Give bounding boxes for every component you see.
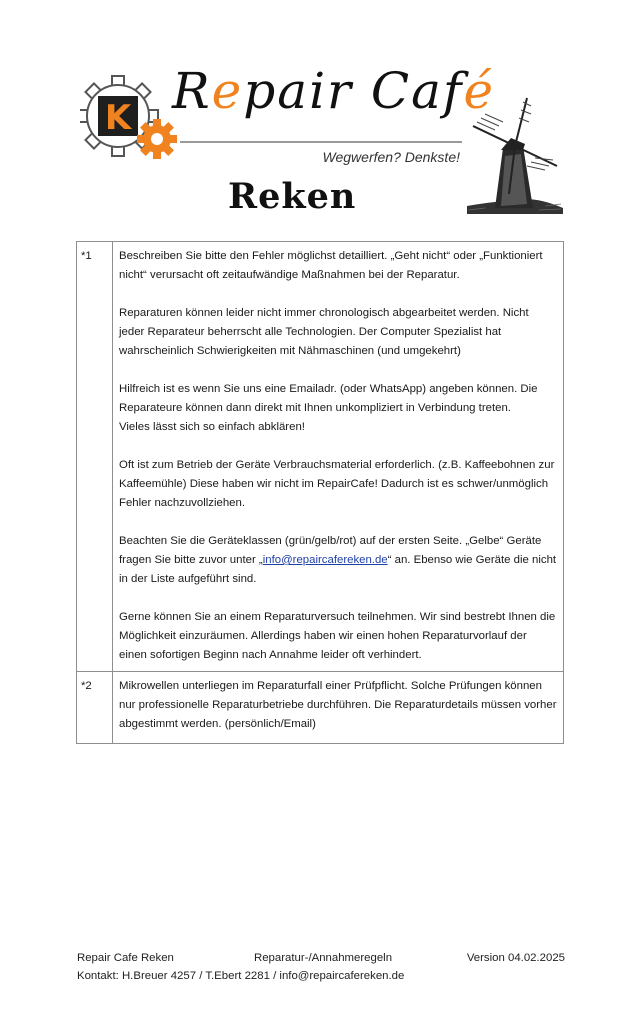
note-marker: *1 bbox=[77, 242, 113, 672]
table-row bbox=[77, 242, 564, 672]
footer-doc-title: Reparatur-/Annahmeregeln bbox=[254, 952, 393, 964]
note-paragraph: Oft ist zum Betrieb der Geräte Verbrauchsmaterial erforderlich. (z.B. Kaffeebohnen zur Kaffeemühle) Diese haben wir nicht im RepairCafe! Dadurch ist es schwer/unmöglich Fehler nachzuvollziehen. bbox=[119, 459, 555, 509]
header-divider bbox=[180, 141, 462, 143]
note-paragraph: Gerne können Sie an einem Reparaturversuch teilnehmen. Wir sind bestrebt Ihnen die Möglichkeit einzuräumen. Allerdings haben wir einen hohen Reparaturvorlauf der einen sofortigen Beginn nach Annahme leider oft verhindert. bbox=[119, 611, 556, 661]
note-paragraph bbox=[119, 532, 557, 589]
note-sentence: Hilfreich ist es wenn Sie uns eine Emailadr. (oder WhatsApp) angeben können. Die Reparateure können dann direkt mit Ihnen unkompliziert in Verbindung treten. bbox=[119, 383, 538, 414]
footer-contact: Kontakt: H.Breuer 4257 / T.Ebert 2281 / info@repaircafereken.de bbox=[77, 970, 405, 982]
notes-table bbox=[76, 241, 564, 744]
note-paragraph: Mikrowellen unterliegen im Reparaturfall einer Prüfpflicht. Solche Prüfungen können nur professionelle Reparaturbetriebe durchführen. Die Reparaturdetails müssen vorher abgestimmt werden. (persönlich/Email) bbox=[119, 680, 557, 730]
footer-org: Repair Cafe Reken bbox=[77, 952, 174, 964]
note-text: “ an. Ebenso wie Geräte die nicht in der Liste aufgeführt sind. bbox=[119, 554, 557, 585]
repair-cafe-gear-logo bbox=[80, 73, 182, 165]
note-paragraph: Reparaturen können leider nicht immer chronologisch abgearbeitet werden. Nicht jeder Reparateur beherrscht alle Technologien. Der Computer Spezialist hat wahrscheinlich Schwierigkeiten mit Nähmaschinen (und umgekehrt) bbox=[119, 307, 529, 357]
title-part-2: pair Caf bbox=[243, 62, 464, 120]
note-content bbox=[113, 242, 564, 672]
footer-version: Version 04.02.2025 bbox=[466, 952, 565, 964]
title-part-1: R bbox=[172, 62, 212, 120]
note-content bbox=[113, 672, 564, 744]
email-link[interactable]: info@repaircafereken.de bbox=[262, 554, 388, 566]
title-accent-2: é bbox=[463, 62, 496, 120]
small-gear-icon bbox=[137, 119, 177, 159]
logo-letter: K bbox=[104, 98, 132, 138]
windmill-icon bbox=[465, 96, 565, 218]
note-text: Beachten Sie die Geräteklassen (grün/gelb/rot) auf der ersten Seite. „Gelbe“ Geräte fragen Sie bitte zuvor unter „ bbox=[119, 535, 542, 566]
title-accent-1: e bbox=[211, 62, 244, 120]
city-title: Reken bbox=[228, 176, 357, 217]
note-paragraph: Beschreiben Sie bitte den Fehler möglichst detailliert. „Geht nicht“ oder „Funktioniert nicht“ verursacht oft zeitaufwändige Maßnahmen bei der Reparatur. bbox=[119, 250, 543, 281]
note-paragraph bbox=[119, 380, 557, 437]
table-row bbox=[77, 672, 564, 744]
tagline: Wegwerfen? Denkste! bbox=[322, 149, 460, 165]
brand-title bbox=[172, 62, 495, 120]
note-marker: *2 bbox=[77, 672, 113, 744]
note-sentence: Vieles lässt sich so einfach abklären! bbox=[119, 421, 305, 433]
